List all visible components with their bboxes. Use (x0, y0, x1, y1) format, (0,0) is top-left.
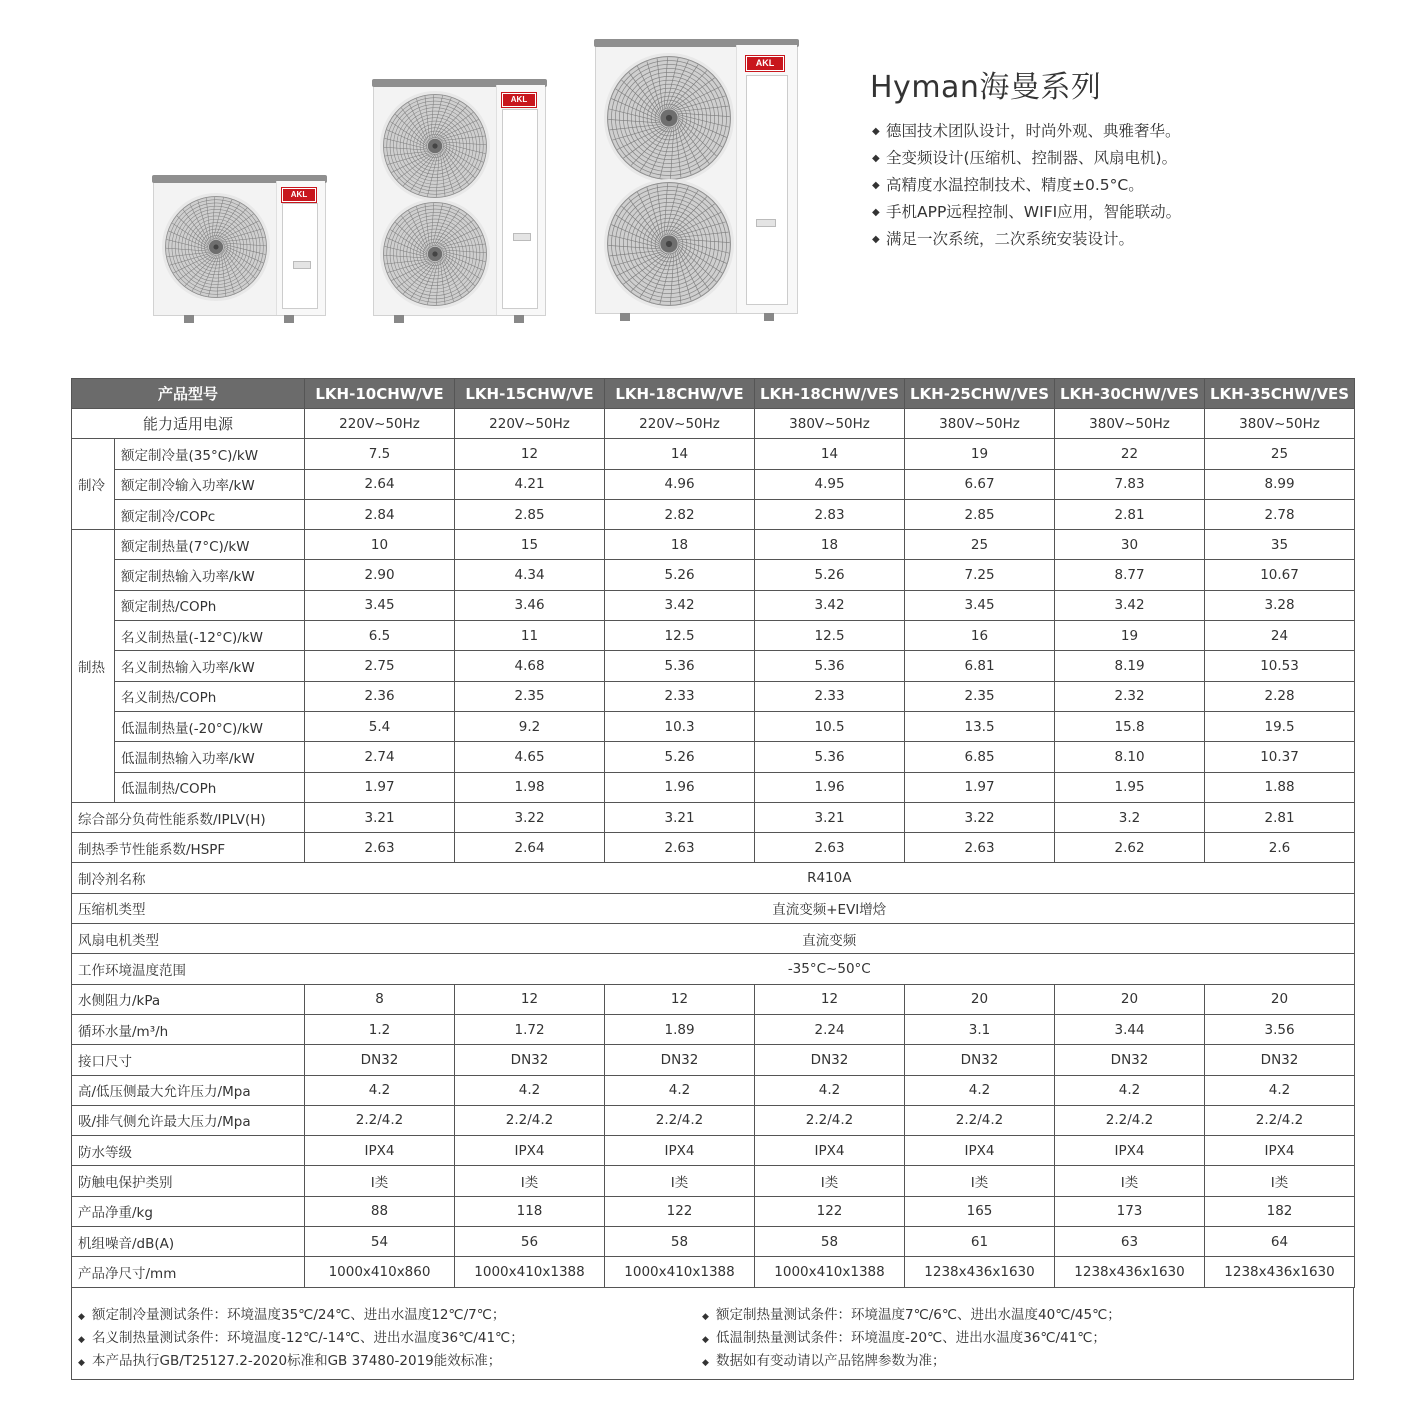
value-cell: 4.2 (455, 1075, 605, 1105)
diamond-bullet-icon: ◆ (78, 1312, 85, 1322)
row-label: 额定制冷量(35°C)/kW (115, 439, 305, 469)
value-cell: 1.72 (455, 1014, 605, 1044)
value-cell: 10.5 (755, 711, 905, 741)
row-label: 能力适用电源 (72, 409, 305, 439)
value-cell: I类 (1205, 1166, 1355, 1196)
value-cell: 3.22 (905, 802, 1055, 832)
value-cell: 2.2/4.2 (1205, 1105, 1355, 1135)
value-cell: DN32 (755, 1045, 905, 1075)
value-cell: 3.22 (455, 802, 605, 832)
value-cell: 20 (1055, 984, 1205, 1014)
table-row (72, 530, 1355, 560)
row-label: 额定制热输入功率/kW (115, 560, 305, 590)
group-label: 制热 (72, 530, 115, 803)
value-cell: IPX4 (905, 1136, 1055, 1166)
value-cell: 4.21 (455, 469, 605, 499)
value-cell: 220V~50Hz (605, 409, 755, 439)
table-row (72, 1105, 1355, 1135)
table-row (72, 1196, 1355, 1226)
value-cell: 2.85 (455, 499, 605, 529)
table-row (72, 924, 1355, 954)
value-cell: 2.63 (905, 833, 1055, 863)
row-label: 压缩机类型 (72, 893, 305, 923)
value-cell: 18 (605, 530, 755, 560)
value-cell: 2.35 (455, 681, 605, 711)
value-cell: DN32 (605, 1045, 755, 1075)
value-cell: 3.42 (755, 590, 905, 620)
value-cell: 25 (1205, 439, 1355, 469)
series-title: Hyman海曼系列 (870, 70, 1102, 105)
value-cell: 12 (455, 984, 605, 1014)
row-label: 制热季节性能系数/HSPF (72, 833, 305, 863)
value-cell: 58 (755, 1227, 905, 1257)
value-cell: 22 (1055, 439, 1205, 469)
brand-logo: AKL (746, 56, 784, 71)
value-cell: 2.24 (755, 1014, 905, 1044)
row-label: 额定制冷/COPc (115, 499, 305, 529)
table-row (72, 621, 1355, 651)
value-cell: 12 (605, 984, 755, 1014)
model-header-label: 产品型号 (72, 379, 305, 409)
table-row (72, 1014, 1355, 1044)
value-cell: 2.2/4.2 (305, 1105, 455, 1135)
value-cell: 8 (305, 984, 455, 1014)
value-cell: 10.53 (1205, 651, 1355, 681)
row-label: 综合部分负荷性能系数/IPLV(H) (72, 802, 305, 832)
row-label: 防触电保护类别 (72, 1166, 305, 1196)
row-label: 产品净重/kg (72, 1196, 305, 1226)
value-cell: 220V~50Hz (305, 409, 455, 439)
footnote-item: ◆ 名义制热量测试条件：环境温度-12℃/-14℃、进出水温度36℃/41℃； (78, 1330, 524, 1346)
diamond-bullet-icon: ◆ (702, 1358, 709, 1368)
feature-list (872, 118, 1181, 253)
model-header: LKH-30CHW/VES (1055, 379, 1205, 409)
model-header: LKH-25CHW/VES (905, 379, 1055, 409)
value-cell: 63 (1055, 1227, 1205, 1257)
row-label: 额定制热量(7°C)/kW (115, 530, 305, 560)
group-label: 制冷 (72, 439, 115, 530)
row-label: 额定制冷输入功率/kW (115, 469, 305, 499)
value-cell: 2.85 (905, 499, 1055, 529)
value-cell: 3.45 (305, 590, 455, 620)
value-cell: 5.26 (605, 742, 755, 772)
value-cell: 2.63 (605, 833, 755, 863)
value-cell: 380V~50Hz (1055, 409, 1205, 439)
value-cell: IPX4 (305, 1136, 455, 1166)
value-cell: 122 (605, 1196, 755, 1226)
value-cell: IPX4 (1055, 1136, 1205, 1166)
value-cell: 4.68 (455, 651, 605, 681)
value-cell: 2.63 (755, 833, 905, 863)
value-cell: I类 (905, 1166, 1055, 1196)
value-cell: 4.2 (305, 1075, 455, 1105)
value-cell: 54 (305, 1227, 455, 1257)
value-cell: 2.35 (905, 681, 1055, 711)
value-cell: 2.2/4.2 (1055, 1105, 1205, 1135)
value-cell: 2.2/4.2 (605, 1105, 755, 1135)
value-cell: 2.90 (305, 560, 455, 590)
value-cell: 2.36 (305, 681, 455, 711)
value-cell: 19 (905, 439, 1055, 469)
value-cell: 15 (455, 530, 605, 560)
table-row (72, 984, 1355, 1014)
value-cell: 3.44 (1055, 1014, 1205, 1044)
table-row (72, 439, 1355, 469)
value-cell: 3.46 (455, 590, 605, 620)
row-label: 防水等级 (72, 1136, 305, 1166)
table-row (72, 651, 1355, 681)
value-cell: 10.67 (1205, 560, 1355, 590)
value-cell: 4.2 (755, 1075, 905, 1105)
value-cell: 2.64 (305, 469, 455, 499)
table-row (72, 499, 1355, 529)
value-cell: 30 (1055, 530, 1205, 560)
value-cell: DN32 (1205, 1045, 1355, 1075)
value-cell: IPX4 (455, 1136, 605, 1166)
model-header: LKH-18CHW/VES (755, 379, 905, 409)
value-cell: 13.5 (905, 711, 1055, 741)
value-cell: 5.36 (605, 651, 755, 681)
value-cell: 380V~50Hz (905, 409, 1055, 439)
table-row (72, 681, 1355, 711)
value-cell: 3.28 (1205, 590, 1355, 620)
value-cell: DN32 (455, 1045, 605, 1075)
value-cell: IPX4 (605, 1136, 755, 1166)
table-row (72, 1227, 1355, 1257)
value-cell: 2.2/4.2 (755, 1105, 905, 1135)
value-cell: 1238x436x1630 (905, 1257, 1055, 1287)
value-cell: 220V~50Hz (455, 409, 605, 439)
value-cell: 88 (305, 1196, 455, 1226)
model-header: LKH-15CHW/VE (455, 379, 605, 409)
value-cell: 19 (1055, 621, 1205, 651)
value-cell: 25 (905, 530, 1055, 560)
value-cell: I类 (1055, 1166, 1205, 1196)
value-cell: 2.64 (455, 833, 605, 863)
value-cell: 3.42 (1055, 590, 1205, 620)
value-cell: 2.63 (305, 833, 455, 863)
value-cell: -35°C~50°C (305, 954, 1355, 984)
feature-item: ◆ 满足一次系统，二次系统安装设计。 (872, 226, 1181, 253)
value-cell: 2.81 (1205, 802, 1355, 832)
value-cell: 8.19 (1055, 651, 1205, 681)
value-cell: 6.67 (905, 469, 1055, 499)
value-cell: 14 (755, 439, 905, 469)
value-cell: 12 (455, 439, 605, 469)
value-cell: 8.77 (1055, 560, 1205, 590)
diamond-bullet-icon: ◆ (872, 153, 880, 164)
value-cell: 35 (1205, 530, 1355, 560)
row-label: 接口尺寸 (72, 1045, 305, 1075)
value-cell: IPX4 (755, 1136, 905, 1166)
value-cell: 11 (455, 621, 605, 651)
value-cell: 4.2 (605, 1075, 755, 1105)
value-cell: 380V~50Hz (755, 409, 905, 439)
table-row (72, 560, 1355, 590)
fan-icon (604, 53, 734, 183)
value-cell: 2.81 (1055, 499, 1205, 529)
value-cell: 3.42 (605, 590, 755, 620)
value-cell: 1.88 (1205, 772, 1355, 802)
footnote-item: ◆ 本产品执行GB/T25127.2-2020标准和GB 37480-2019能效标准； (78, 1353, 502, 1369)
table-header-row (72, 379, 1355, 409)
value-cell: 3.2 (1055, 802, 1205, 832)
row-label: 名义制热量(-12°C)/kW (115, 621, 305, 651)
value-cell: 4.2 (1055, 1075, 1205, 1105)
value-cell: 118 (455, 1196, 605, 1226)
value-cell: 1000x410x860 (305, 1257, 455, 1287)
table-row (72, 1136, 1355, 1166)
table-row (72, 954, 1355, 984)
value-cell: I类 (605, 1166, 755, 1196)
value-cell: 165 (905, 1196, 1055, 1226)
row-label: 循环水量/m³/h (72, 1014, 305, 1044)
table-row (72, 1257, 1355, 1287)
value-cell: DN32 (305, 1045, 455, 1075)
value-cell: 8.10 (1055, 742, 1205, 772)
diamond-bullet-icon: ◆ (872, 126, 880, 137)
value-cell: 1.97 (905, 772, 1055, 802)
value-cell: 6.5 (305, 621, 455, 651)
value-cell: 1238x436x1630 (1055, 1257, 1205, 1287)
footnote-item: ◆ 额定制冷量测试条件：环境温度35℃/24℃、进出水温度12℃/7℃； (78, 1307, 506, 1323)
value-cell: 2.6 (1205, 833, 1355, 863)
value-cell: 15.8 (1055, 711, 1205, 741)
value-cell: 18 (755, 530, 905, 560)
value-cell: 2.83 (755, 499, 905, 529)
value-cell: 1000x410x1388 (455, 1257, 605, 1287)
value-cell: R410A (305, 863, 1355, 893)
footnotes (71, 1287, 1354, 1380)
value-cell: 2.32 (1055, 681, 1205, 711)
value-cell: 2.78 (1205, 499, 1355, 529)
diamond-bullet-icon: ◆ (702, 1312, 709, 1322)
value-cell: DN32 (1055, 1045, 1205, 1075)
value-cell: 4.65 (455, 742, 605, 772)
value-cell: 1.96 (605, 772, 755, 802)
value-cell: 4.34 (455, 560, 605, 590)
value-cell: 1.2 (305, 1014, 455, 1044)
value-cell: 6.85 (905, 742, 1055, 772)
row-label: 水侧阻力/kPa (72, 984, 305, 1014)
value-cell: 122 (755, 1196, 905, 1226)
row-label: 低温制热量(-20°C)/kW (115, 711, 305, 741)
value-cell: 14 (605, 439, 755, 469)
fan-icon (604, 179, 734, 309)
value-cell: 1.97 (305, 772, 455, 802)
row-label: 吸/排气侧允许最大压力/Mpa (72, 1105, 305, 1135)
value-cell: I类 (305, 1166, 455, 1196)
value-cell: 2.75 (305, 651, 455, 681)
spec-table (71, 378, 1355, 1288)
value-cell: 4.2 (905, 1075, 1055, 1105)
value-cell: 182 (1205, 1196, 1355, 1226)
value-cell: 3.1 (905, 1014, 1055, 1044)
table-row (72, 833, 1355, 863)
fan-icon (380, 91, 490, 201)
table-row (72, 409, 1355, 439)
row-label: 低温制热输入功率/kW (115, 742, 305, 772)
value-cell: 12 (755, 984, 905, 1014)
table-row (72, 711, 1355, 741)
value-cell: 64 (1205, 1227, 1355, 1257)
value-cell: 1.96 (755, 772, 905, 802)
value-cell: IPX4 (1205, 1136, 1355, 1166)
table-row (72, 1166, 1355, 1196)
value-cell: 1238x436x1630 (1205, 1257, 1355, 1287)
value-cell: 2.82 (605, 499, 755, 529)
value-cell: 4.95 (755, 469, 905, 499)
value-cell: 2.33 (755, 681, 905, 711)
table-row (72, 1045, 1355, 1075)
value-cell: 1.98 (455, 772, 605, 802)
row-label: 名义制热/COPh (115, 681, 305, 711)
footnote-item: ◆ 额定制热量测试条件：环境温度7℃/6℃、进出水温度40℃/45℃； (702, 1307, 1121, 1323)
value-cell: 10.3 (605, 711, 755, 741)
row-label: 名义制热输入功率/kW (115, 651, 305, 681)
row-label: 额定制热/COPh (115, 590, 305, 620)
row-label: 制冷剂名称 (72, 863, 305, 893)
value-cell: 1000x410x1388 (605, 1257, 755, 1287)
diamond-bullet-icon: ◆ (78, 1335, 85, 1345)
value-cell: 8.99 (1205, 469, 1355, 499)
footnote-item: ◆ 数据如有变动请以产品铭牌参数为准； (702, 1353, 946, 1369)
value-cell: 10.37 (1205, 742, 1355, 772)
value-cell: 10 (305, 530, 455, 560)
diamond-bullet-icon: ◆ (872, 234, 880, 245)
value-cell: 7.83 (1055, 469, 1205, 499)
value-cell: 5.36 (755, 742, 905, 772)
value-cell: 24 (1205, 621, 1355, 651)
value-cell: 2.2/4.2 (455, 1105, 605, 1135)
row-label: 工作环境温度范围 (72, 954, 305, 984)
value-cell: 5.26 (755, 560, 905, 590)
value-cell: 7.5 (305, 439, 455, 469)
table-row (72, 802, 1355, 832)
table-row (72, 590, 1355, 620)
value-cell: I类 (755, 1166, 905, 1196)
value-cell: 2.62 (1055, 833, 1205, 863)
value-cell: 2.2/4.2 (905, 1105, 1055, 1135)
row-label: 低温制热/COPh (115, 772, 305, 802)
value-cell: 直流变频 (305, 924, 1355, 954)
brand-logo: AKL (282, 188, 316, 202)
footnote-item: ◆ 低温制热量测试条件：环境温度-20℃、进出水温度36℃/41℃； (702, 1330, 1106, 1346)
value-cell: 9.2 (455, 711, 605, 741)
feature-item: ◆ 德国技术团队设计，时尚外观、典雅奢华。 (872, 118, 1181, 145)
model-header: LKH-35CHW/VES (1205, 379, 1355, 409)
value-cell: 173 (1055, 1196, 1205, 1226)
value-cell: 4.2 (1205, 1075, 1355, 1105)
value-cell: 1000x410x1388 (755, 1257, 905, 1287)
value-cell: 5.4 (305, 711, 455, 741)
table-row (72, 863, 1355, 893)
value-cell: 19.5 (1205, 711, 1355, 741)
value-cell: 380V~50Hz (1205, 409, 1355, 439)
value-cell: 7.25 (905, 560, 1055, 590)
value-cell: 直流变频+EVI增焓 (305, 893, 1355, 923)
value-cell: 3.21 (605, 802, 755, 832)
value-cell: 12.5 (755, 621, 905, 651)
value-cell: DN32 (905, 1045, 1055, 1075)
value-cell: 1.95 (1055, 772, 1205, 802)
table-row (72, 772, 1355, 802)
value-cell: 3.56 (1205, 1014, 1355, 1044)
feature-item: ◆ 手机APP远程控制、WIFI应用，智能联动。 (872, 199, 1181, 226)
value-cell: 61 (905, 1227, 1055, 1257)
feature-item: ◆ 高精度水温控制技术、精度±0.5°C。 (872, 172, 1181, 199)
value-cell: 5.36 (755, 651, 905, 681)
value-cell: 5.26 (605, 560, 755, 590)
table-row (72, 893, 1355, 923)
diamond-bullet-icon: ◆ (872, 180, 880, 191)
brand-logo: AKL (502, 93, 536, 107)
value-cell: 20 (1205, 984, 1355, 1014)
row-label: 产品净尺寸/mm (72, 1257, 305, 1287)
value-cell: 3.45 (905, 590, 1055, 620)
row-label: 高/低压侧最大允许压力/Mpa (72, 1075, 305, 1105)
table-row (72, 469, 1355, 499)
diamond-bullet-icon: ◆ (78, 1358, 85, 1368)
value-cell: 2.84 (305, 499, 455, 529)
fan-icon (162, 193, 270, 301)
row-label: 机组噪音/dB(A) (72, 1227, 305, 1257)
value-cell: I类 (455, 1166, 605, 1196)
model-header: LKH-18CHW/VE (605, 379, 755, 409)
value-cell: 2.74 (305, 742, 455, 772)
diamond-bullet-icon: ◆ (872, 207, 880, 218)
value-cell: 3.21 (755, 802, 905, 832)
diamond-bullet-icon: ◆ (702, 1335, 709, 1345)
value-cell: 12.5 (605, 621, 755, 651)
value-cell: 1.89 (605, 1014, 755, 1044)
fan-icon (380, 199, 490, 309)
value-cell: 16 (905, 621, 1055, 651)
model-header: LKH-10CHW/VE (305, 379, 455, 409)
value-cell: 58 (605, 1227, 755, 1257)
value-cell: 56 (455, 1227, 605, 1257)
value-cell: 6.81 (905, 651, 1055, 681)
value-cell: 3.21 (305, 802, 455, 832)
table-row (72, 742, 1355, 772)
value-cell: 2.33 (605, 681, 755, 711)
row-label: 风扇电机类型 (72, 924, 305, 954)
value-cell: 20 (905, 984, 1055, 1014)
feature-item: ◆ 全变频设计(压缩机、控制器、风扇电机)。 (872, 145, 1181, 172)
value-cell: 4.96 (605, 469, 755, 499)
value-cell: 2.28 (1205, 681, 1355, 711)
table-row (72, 1075, 1355, 1105)
